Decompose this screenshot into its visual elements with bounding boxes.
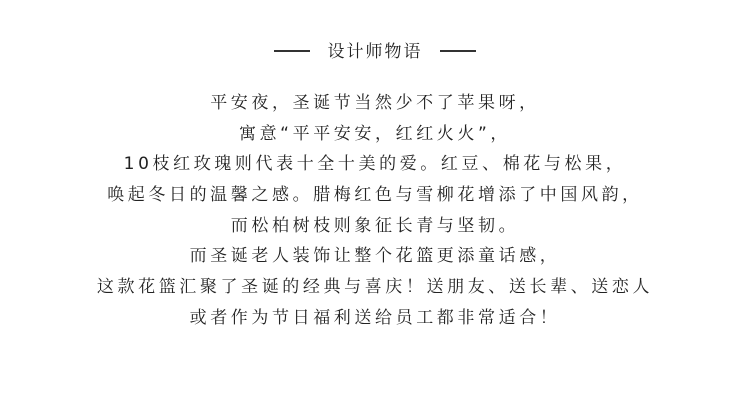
section-title-text: 设计师物语	[327, 42, 423, 62]
title-left-dash	[274, 50, 310, 51]
paragraph-line: 唤起冬日的温馨之感。腊梅红色与雪柳花增添了中国风韵，	[107, 185, 643, 206]
paragraph-line: 而松柏树枝则象征长青与坚韧。	[230, 215, 520, 236]
paragraph-line: 或者作为节日福利送给员工都非常适合！	[189, 307, 561, 328]
title-right-dash	[440, 50, 476, 51]
description-paragraph	[0, 88, 750, 334]
paragraph-line: 这款花篮汇聚了圣诞的经典与喜庆！送朋友、送长辈、送恋人	[96, 277, 654, 298]
paragraph-line: 寓意“平平安安，红红火火”，	[238, 123, 511, 144]
paragraph-line: 平安夜，圣诞节当然少不了苹果呀，	[210, 93, 540, 113]
section-title	[0, 40, 750, 64]
paragraph-line: 10枝红玫瑰则代表十全十美的爱。红豆、棉花与松果，	[123, 154, 627, 175]
paragraph-line: 而圣诞老人装饰让整个花篮更添童话感，	[189, 246, 561, 267]
